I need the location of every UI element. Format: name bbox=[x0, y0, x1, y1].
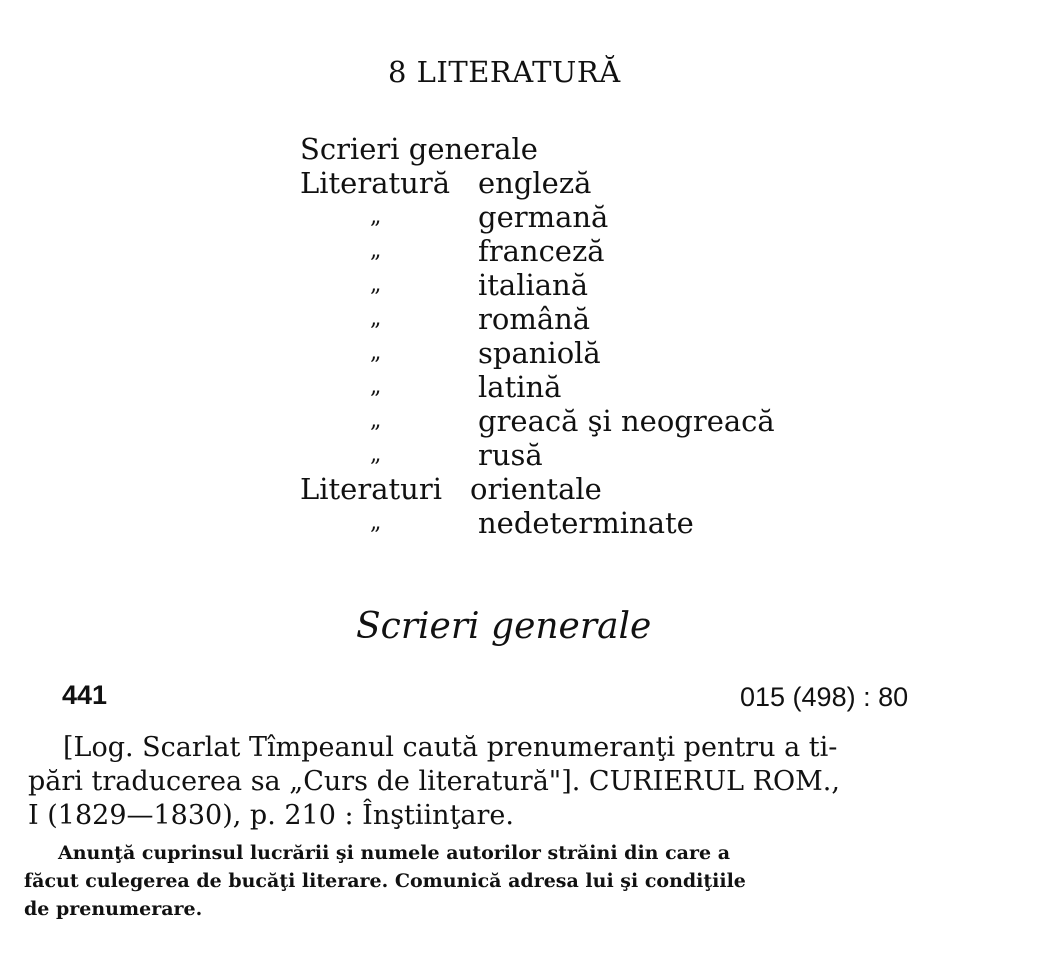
annotation-line: făcut culegerea de bucăţi literare. Comunică adresa lui şi condiţiile bbox=[24, 870, 746, 892]
contents-item-tail: nedeterminate bbox=[478, 506, 694, 540]
contents-item bbox=[300, 404, 820, 438]
contents-item bbox=[300, 234, 820, 268]
contents-item-tail: greacă şi neogreacă bbox=[478, 404, 775, 438]
contents-item bbox=[300, 506, 820, 540]
contents-item bbox=[300, 370, 820, 404]
entry-number: 441 bbox=[62, 680, 108, 710]
citation-line: pări traducerea sa „Curs de literatură"]. CURIERUL ROM., bbox=[28, 766, 840, 797]
contents-item-ditto: „ bbox=[370, 238, 382, 263]
contents-item-tail: engleză bbox=[478, 166, 592, 200]
contents-item-tail: italiană bbox=[478, 268, 589, 302]
contents-item-tail: spaniolă bbox=[478, 336, 601, 370]
contents-item-tail: orientale bbox=[470, 472, 602, 506]
contents-item-ditto: „ bbox=[370, 306, 382, 331]
entry-annotation bbox=[24, 839, 984, 923]
page-heading: 8 LITERATURĂ bbox=[388, 55, 621, 89]
entry-citation bbox=[28, 731, 983, 833]
annotation-line: Anunţă cuprinsul lucrării şi numele autorilor străini din care a bbox=[58, 842, 731, 864]
section-heading: Scrieri generale bbox=[356, 606, 652, 647]
contents-item-tail: franceză bbox=[478, 234, 605, 268]
contents-item-ditto: „ bbox=[370, 408, 382, 433]
contents-item-lead: Scrieri generale bbox=[300, 132, 538, 166]
contents-item bbox=[300, 200, 820, 234]
contents-item bbox=[300, 336, 820, 370]
contents-item-tail: germană bbox=[478, 200, 609, 234]
contents-item-ditto: „ bbox=[370, 442, 382, 467]
annotation-line: de prenumerare. bbox=[24, 898, 203, 920]
entry-classification: 015 (498) : 80 bbox=[740, 682, 909, 712]
contents-item-lead: Literatură bbox=[300, 166, 450, 200]
contents-item-ditto: „ bbox=[370, 374, 382, 399]
contents-item-ditto: „ bbox=[370, 272, 382, 297]
contents-list bbox=[300, 132, 820, 540]
contents-item-tail: latină bbox=[478, 370, 562, 404]
contents-item bbox=[300, 472, 820, 506]
contents-item bbox=[300, 268, 820, 302]
contents-item-ditto: „ bbox=[370, 340, 382, 365]
contents-item bbox=[300, 302, 820, 336]
citation-line: I (1829—1830), p. 210 : Înştiinţare. bbox=[28, 800, 514, 831]
citation-line: [Log. Scarlat Tîmpeanul caută prenumeranţi pentru a ti- bbox=[63, 732, 838, 763]
contents-item-tail: română bbox=[478, 302, 591, 336]
contents-item-lead: Literaturi bbox=[300, 472, 442, 506]
contents-item bbox=[300, 132, 820, 166]
contents-item bbox=[300, 438, 820, 472]
contents-item bbox=[300, 166, 820, 200]
contents-item-ditto: „ bbox=[370, 204, 382, 229]
contents-item-ditto: „ bbox=[370, 510, 382, 535]
contents-item-tail: rusă bbox=[478, 438, 543, 472]
